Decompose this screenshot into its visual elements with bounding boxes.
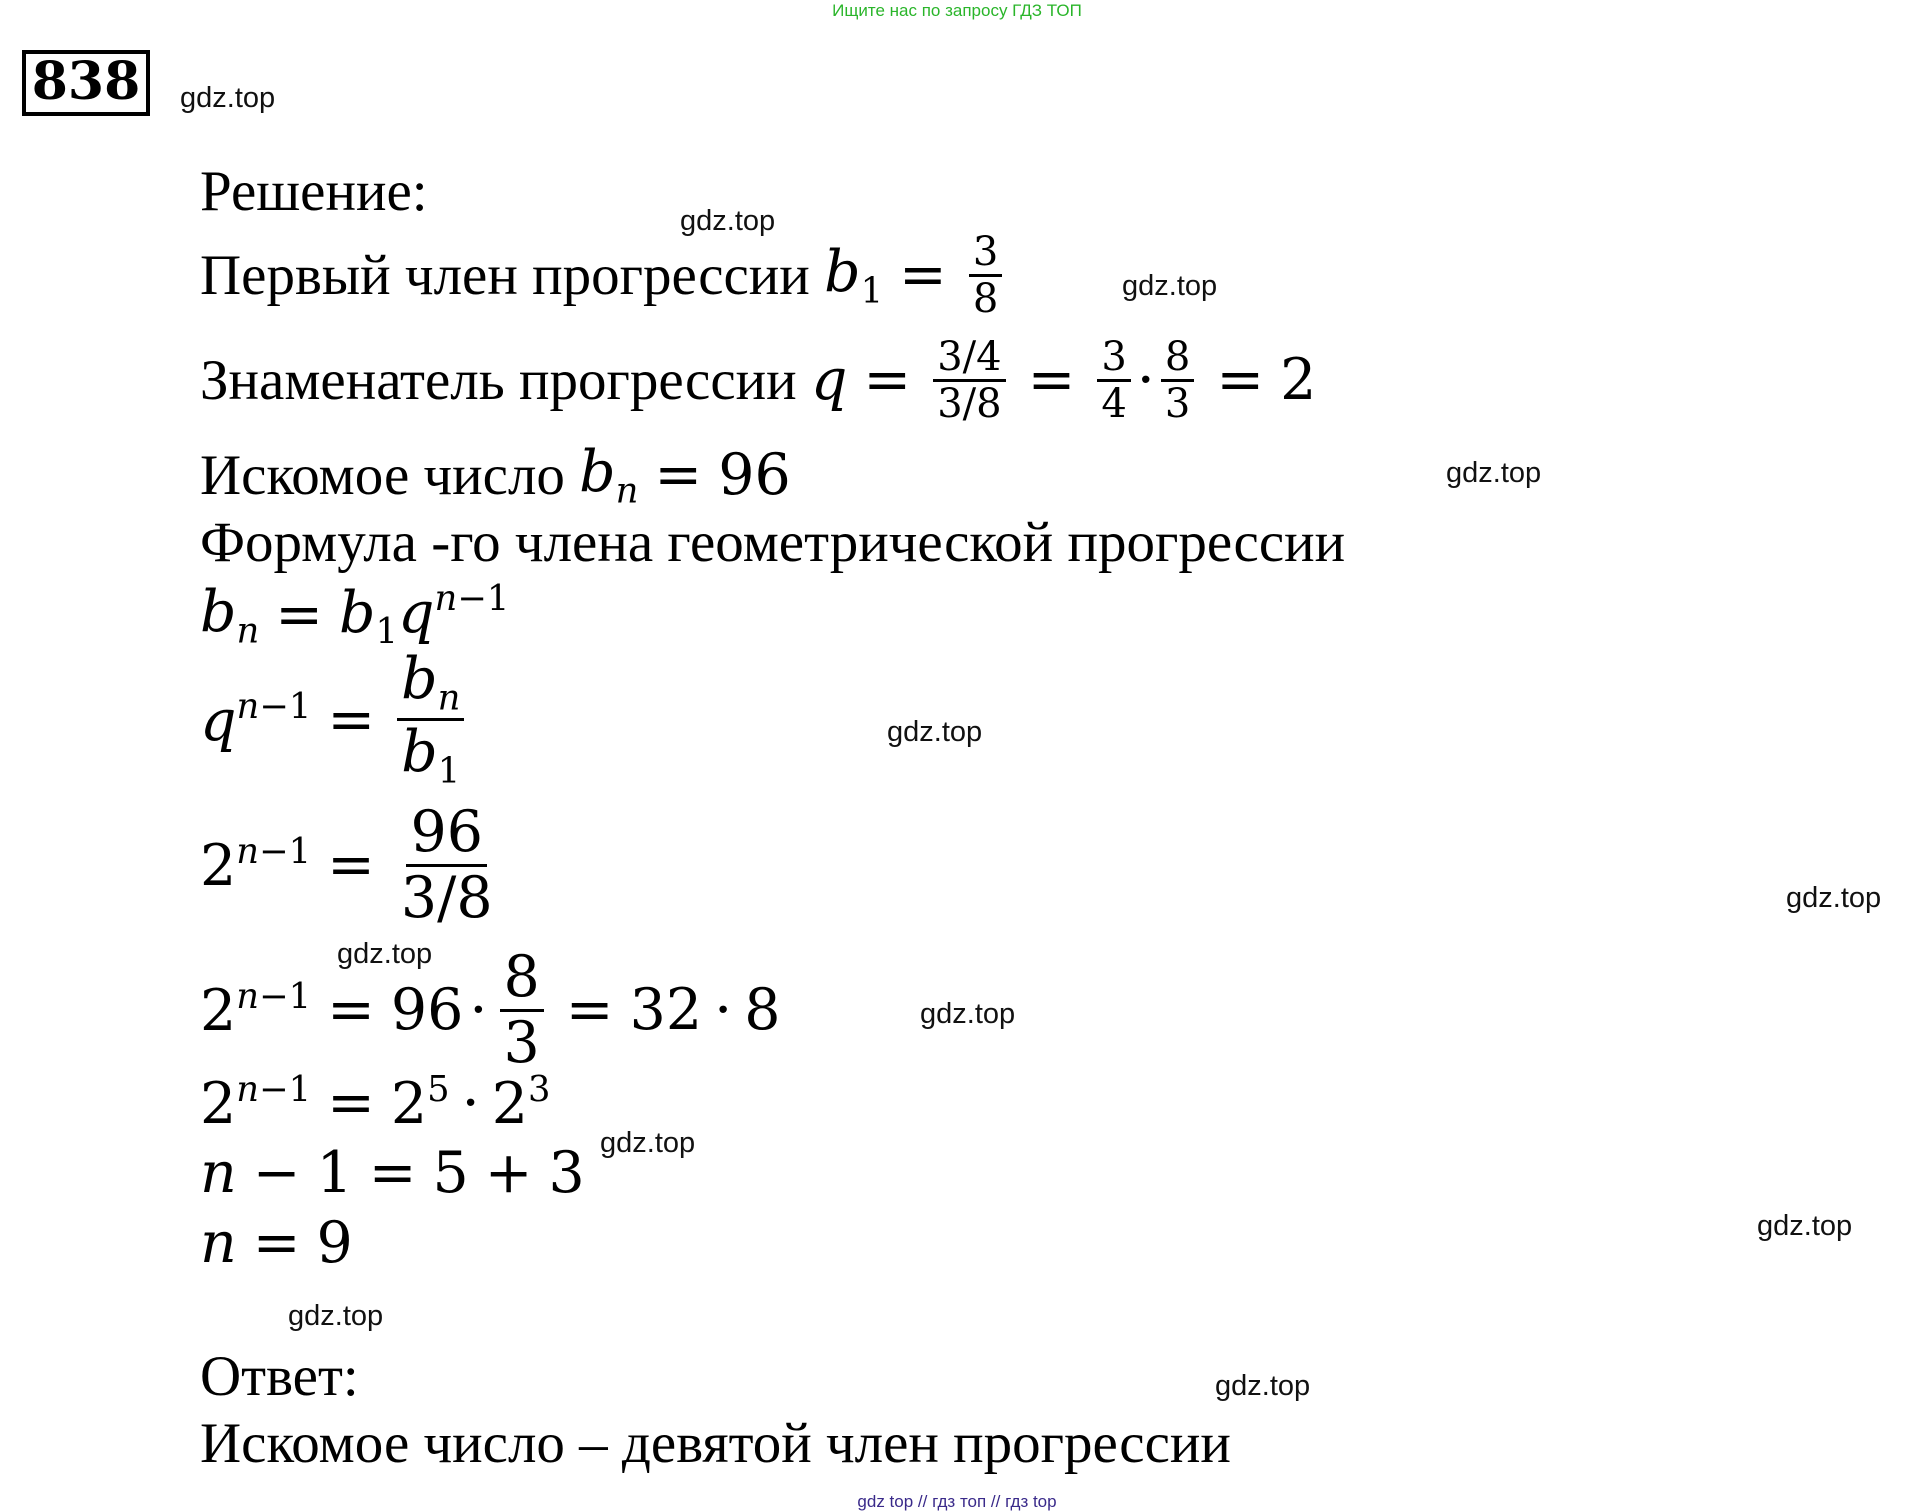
task-number: 838 — [22, 50, 150, 116]
formula-line: $b_n$ = $b_1q^{n-1}$ — [200, 577, 510, 653]
first-term-text: Первый член прогрессии — [200, 243, 810, 307]
solve-line-1: $q^{n-1}$ = $\frac{b_n}{b_1}$ — [200, 652, 470, 787]
answer-text: Искомое число – девятой член прогрессии — [200, 1412, 1231, 1475]
watermark: gdz.top — [600, 1127, 696, 1159]
solve-line-6: n = 9 — [200, 1210, 353, 1276]
first-term-line: Первый член прогрессии $b_1$ = $\frac{3}{8}$ — [200, 225, 1008, 325]
ratio-line: Знаменатель прогрессии q = $\frac{3/4}{3/8}$ = $\frac{3}{4}$ · $\frac{8}{3}$ = 2 — [200, 333, 1317, 427]
ratio-text: Знаменатель прогрессии — [200, 348, 797, 412]
watermark: gdz.top — [1215, 1370, 1311, 1402]
solve-line-5: n − 1 = 5 + 3 — [200, 1140, 585, 1206]
watermark: gdz.top — [288, 1300, 384, 1332]
top-banner: Ищите нас по запросу ГДЗ ТОП — [832, 1, 1082, 20]
watermark: gdz.top — [1122, 270, 1218, 302]
target-text: Искомое число — [200, 443, 565, 507]
watermark: gdz.top — [920, 998, 1016, 1030]
watermark: gdz.top — [1446, 457, 1542, 489]
watermark: gdz.top — [180, 82, 276, 114]
watermark: gdz.top — [1786, 882, 1882, 914]
footer-links[interactable]: gdz top // гдз топ // гдз top — [857, 1492, 1057, 1511]
watermark: gdz.top — [680, 205, 776, 237]
watermark: gdz.top — [337, 938, 433, 970]
formula-text: Формула -го члена геометрической прогрессии — [200, 511, 1346, 574]
watermark: gdz.top — [1757, 1210, 1853, 1242]
watermark: gdz.top — [887, 716, 983, 748]
solve-line-4: $2^{n-1}$ = $2^5$ · $2^3$ — [200, 1069, 551, 1137]
target-line: Искомое число $b_n$ = 96 — [200, 438, 791, 512]
answer-label: Ответ: — [200, 1345, 359, 1408]
solution-label: Решение: — [200, 160, 428, 223]
solve-line-2: $2^{n-1}$ = $\frac{96}{3/8}$ — [200, 798, 493, 931]
solve-line-3: $2^{n-1}$ = 96 · $\frac{8}{3}$ = 32 · 8 — [200, 943, 781, 1076]
